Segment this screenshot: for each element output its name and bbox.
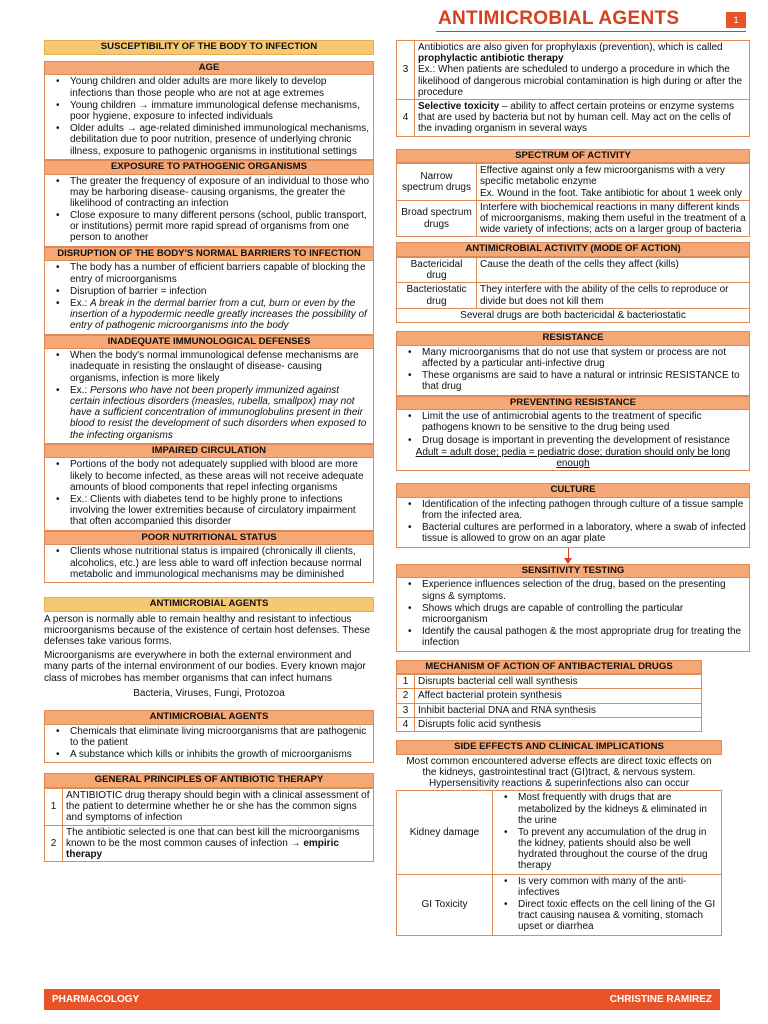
- dosage-note: Adult = adult dose; pedia = pediatric dose; duration should only be long enough: [415, 446, 731, 469]
- list-item: • Ex.: Clients with diabetes tend to be highly prone to infections involving the lower extremities because of circulatory impairment that often accompanied this disorder: [48, 494, 370, 528]
- list-item: • Close exposure to many different persons (school, public transport, or institutions) permit more rapid spread of organisms from one person to another: [48, 210, 370, 244]
- antimicrobial-definition-section: [44, 725, 374, 764]
- spectrum-table: [396, 163, 750, 237]
- section-header-resistance: RESISTANCE: [396, 331, 750, 346]
- page-title: ANTIMICROBIAL AGENTS: [438, 8, 680, 29]
- exposure-section: [44, 175, 374, 247]
- row-label: Bacteriostatic drug: [397, 283, 477, 308]
- example-text: A break in the dermal barrier from a cut, burn or even by the insertion of a hypodermic needle greatly increases the possibility of entry of pathogenic microorganisms into the body: [70, 297, 367, 332]
- resistance-section: [396, 346, 750, 396]
- list-item: • When the body's normal immunological defense mechanisms are inadequate in resisting the onslaught of disease- causing organisms, infection is more likely: [48, 350, 370, 384]
- row-text: [493, 874, 722, 935]
- list-item: • The greater the frequency of exposure of an individual to those who may be harboring disease- causing organisms, the greater the likelihood of contracting an infection: [48, 176, 370, 210]
- row-text-bold: empiric therapy: [66, 837, 339, 860]
- section-header-circulation: IMPAIRED CIRCULATION: [44, 444, 374, 459]
- list-item: • Young children → immature immunological defense mechanisms, poor hygiene, exposure to infected individuals: [48, 100, 370, 122]
- section-header-antimicrobial-definition: ANTIMICROBIAL AGENTS: [44, 710, 374, 725]
- list-item: [48, 385, 370, 441]
- section-header-disruption: DISRUPTION OF THE BODY'S NORMAL BARRIERS TO INFECTION: [44, 247, 374, 262]
- list-item: • Portions of the body not adequately supplied with blood are more likely to become infected, as these areas will not receive adequate amounts of blood components that repel infecting organisms: [48, 459, 370, 493]
- section-header-principles: GENERAL PRINCIPLES OF ANTIBIOTIC THERAPY: [44, 773, 374, 788]
- row-text-body: Effective against only a few microorganisms with a very specific metabolic enzyme: [480, 165, 725, 188]
- row-label: GI Toxicity: [397, 874, 493, 935]
- row-number: 4: [397, 717, 415, 731]
- example-text: Persons who have not been properly immunized against certain infectious disorders (measles, rubella, smallpox) may not have a sufficient concentration of immunoglobulins present in their blood to resist the development of such disorders when exposed to the infecting organisms: [70, 384, 367, 441]
- row-text-bold: Selective toxicity: [418, 100, 500, 112]
- table-row: [397, 99, 750, 136]
- down-arrow-icon: [396, 548, 750, 564]
- left-column: [44, 40, 374, 862]
- row-number: 2: [397, 689, 415, 703]
- example-prefix: Ex.:: [70, 384, 91, 396]
- table-row: [397, 164, 750, 201]
- circulation-section: [44, 458, 374, 530]
- row-text: ANTIBIOTIC drug therapy should begin with a clinical assessment of the patient to determine whether he or she has the common signs and symptoms of infection: [63, 788, 374, 825]
- table-row: [397, 703, 702, 717]
- mode-of-action-note: Several drugs are both bactericidal & bacteriostatic: [397, 308, 750, 322]
- section-header-culture: CULTURE: [396, 483, 750, 498]
- row-number: 3: [397, 41, 415, 100]
- section-header-age: AGE: [44, 61, 374, 76]
- section-header-preventing-resistance: PREVENTING RESISTANCE: [396, 396, 750, 411]
- table-row: [397, 874, 722, 935]
- row-text: [63, 825, 374, 862]
- list-item: • Drug dosage is important in preventing the development of resistance: [400, 435, 746, 446]
- section-header-nutrition: POOR NUTRITIONAL STATUS: [44, 531, 374, 546]
- row-text: [415, 41, 750, 100]
- list-item: • Shows which drugs are capable of controlling the particular microorganism: [400, 603, 746, 625]
- list-item: • Experience influences selection of the drug, based on the presenting signs & symptoms.: [400, 579, 746, 601]
- principles-table-continued: [396, 40, 750, 137]
- list-item: • Is very common with many of the anti-infectives: [496, 876, 718, 898]
- row-text-bold: prophylactic antibiotic therapy: [418, 53, 564, 65]
- age-section: [44, 75, 374, 159]
- row-label: Kidney damage: [397, 791, 493, 874]
- section-header-antimicrobial-agents: ANTIMICROBIAL AGENTS: [44, 597, 374, 612]
- list-item: • Young children and older adults are more likely to develop infections than those people who are not at age extremes: [48, 76, 370, 98]
- row-text: [477, 164, 750, 201]
- row-text: [493, 791, 722, 874]
- list-item: • Identification of the infecting pathogen through culture of a tissue sample from the infected area.: [400, 499, 746, 521]
- row-text: Cause the death of the cells they affect (kills): [477, 258, 750, 283]
- mechanism-table: [396, 674, 702, 732]
- nutrition-section: [44, 545, 374, 583]
- list-item: [48, 298, 370, 332]
- right-column: [396, 40, 750, 936]
- paragraph: Microorganisms are everywhere in both the external environment and many parts of the internal environment of our bodies. Every known major class of microbes has member organisms that can infect humans: [44, 650, 366, 684]
- section-header-mode-of-action: ANTIMICROBIAL ACTIVITY (MODE OF ACTION): [396, 242, 750, 257]
- section-header-exposure: EXPOSURE TO PATHOGENIC ORGANISMS: [44, 160, 374, 175]
- mechanism-block: [396, 660, 702, 732]
- section-header-mechanism: MECHANISM OF ACTION OF ANTIBACTERIAL DRUGS: [396, 660, 702, 675]
- list-item: • Bacterial cultures are performed in a laboratory, where a swab of infected tissue is allowed to grow on an agar plate: [400, 522, 746, 544]
- row-number: 1: [397, 675, 415, 689]
- row-number: 4: [397, 99, 415, 136]
- section-header-spectrum: SPECTRUM OF ACTIVITY: [396, 149, 750, 164]
- side-effects-intro: Most common encountered adverse effects are direct toxic effects on the kidneys, gastrointestinal tract (GI)tract, & nervous system. Hypersensitivity reactions & superinfections also can occur: [406, 755, 712, 790]
- paragraph: A person is normally able to remain healthy and resistant to infectious microorganisms because of the existence of certain host defenses. These defenses take various forms.: [44, 613, 371, 647]
- mode-of-action-table: [396, 257, 750, 323]
- list-item: • Limit the use of antimicrobial agents to the treatment of specific pathogens known to be sensitive to the drug being used: [400, 411, 746, 433]
- row-label: Broad spectrum drugs: [397, 200, 477, 237]
- row-text-body: – ability to affect certain proteins or enzyme systems that are used by bacteria but not by human cell. May act on the cells of the invading organism in several ways: [418, 100, 735, 135]
- row-text: [415, 99, 750, 136]
- table-row: [397, 675, 702, 689]
- disruption-section: [44, 261, 374, 334]
- table-row: [397, 41, 750, 100]
- page-footer: [44, 989, 720, 1010]
- table-row: [397, 200, 750, 237]
- table-row: [397, 689, 702, 703]
- row-text: They interfere with the ability of the cells to reproduce or divide but does not kill them: [477, 283, 750, 308]
- list-item: • Many microorganisms that do not use that system or process are not affected by a particular anti-infective drug: [400, 347, 746, 369]
- row-number: 3: [397, 703, 415, 717]
- list-item: • Clients whose nutritional status is impaired (chronically ill clients, alcoholics, etc.) are less able to ward off infection because normal metabolic and immunological mechanisms may be diminished: [48, 546, 370, 580]
- list-item: • Identify the causal pathogen & the most appropriate drug for treating the infection: [400, 626, 746, 648]
- row-text-example: Ex. Wound in the foot. Take antibiotic for about 1 week only: [480, 187, 743, 199]
- list-item: • Disruption of barrier = infection: [48, 286, 370, 297]
- row-text-body: Antibiotics are also given for prophylaxis (prevention), which is called: [418, 42, 723, 53]
- list-item: • A substance which kills or inhibits the growth of microorganisms: [48, 749, 370, 760]
- principles-table: [44, 788, 374, 862]
- example-prefix: Ex.:: [70, 297, 91, 309]
- row-text: Inhibit bacterial DNA and RNA synthesis: [415, 703, 702, 717]
- list-item: • Older adults → age-related diminished immunological mechanisms, debilitation due to poor nutrition, presence of underlying chronic illness, exposure to pathogenic organisms in institutional settings: [48, 123, 370, 157]
- list-item: • The body has a number of efficient barriers capable of blocking the entry of microorganisms: [48, 262, 370, 284]
- row-label: Narrow spectrum drugs: [397, 164, 477, 201]
- antimicrobial-agents-intro: [44, 612, 374, 699]
- page-number-badge: 1: [726, 12, 746, 28]
- title-underline: [436, 31, 746, 32]
- list-item: • Most frequently with drugs that are metabolized by the kidneys & eliminated in the urine: [496, 792, 718, 826]
- table-row: [397, 308, 750, 322]
- preventing-resistance-section: [396, 410, 750, 471]
- list-item: • Chemicals that eliminate living microorganisms that are pathogenic to the patient: [48, 726, 370, 748]
- row-text-body: The antibiotic selected is one that can best kill the microorganisms known to be the most common causes of infection →: [66, 826, 360, 849]
- row-text-example: Ex.: When patients are scheduled to undergo a procedure in which the likelihood of dangerous microbial contamination is high during or after the procedure: [418, 64, 743, 98]
- section-header-susceptibility: SUSCEPTIBILITY OF THE BODY TO INFECTION: [44, 40, 374, 55]
- row-text: Affect bacterial protein synthesis: [415, 689, 702, 703]
- row-label: Bactericidal drug: [397, 258, 477, 283]
- footer-author: CHRISTINE RAMIREZ: [609, 994, 712, 1005]
- table-row: [45, 788, 374, 825]
- table-row: [45, 825, 374, 862]
- section-header-immunological: INADEQUATE IMMUNOLOGICAL DEFENSES: [44, 335, 374, 350]
- sensitivity-section: [396, 578, 750, 651]
- row-number: 1: [45, 788, 63, 825]
- list-item: • To prevent any accumulation of the drug in the kidney, patients should also be well hydrated throughout the course of the drug therapy: [496, 827, 718, 872]
- section-header-sensitivity: SENSITIVITY TESTING: [396, 564, 750, 579]
- culture-section: [396, 498, 750, 548]
- side-effects-block: [396, 740, 722, 936]
- list-item: • Direct toxic effects on the cell lining of the GI tract causing nausea & vomiting, stomach upset or diarrhea: [496, 899, 718, 933]
- footer-subject: PHARMACOLOGY: [52, 994, 140, 1005]
- row-number: 2: [45, 825, 63, 862]
- row-text: Disrupts folic acid synthesis: [415, 717, 702, 731]
- microbe-classes: Bacteria, Viruses, Fungi, Protozoa: [133, 687, 285, 699]
- table-row: [397, 283, 750, 308]
- row-text: Disrupts bacterial cell wall synthesis: [415, 675, 702, 689]
- immunological-section: [44, 349, 374, 444]
- table-row: [397, 258, 750, 283]
- section-header-side-effects: SIDE EFFECTS AND CLINICAL IMPLICATIONS: [396, 740, 722, 755]
- side-effects-table: [396, 790, 722, 935]
- list-item: • These organisms are said to have a natural or intrinsic RESISTANCE to that drug: [400, 370, 746, 392]
- table-row: [397, 791, 722, 874]
- table-row: [397, 717, 702, 731]
- row-text: Interfere with biochemical reactions in many different kinds of microorganisms, making them useful in the treatment of a wide variety of infections; acts on a larger group of bacteria: [477, 200, 750, 237]
